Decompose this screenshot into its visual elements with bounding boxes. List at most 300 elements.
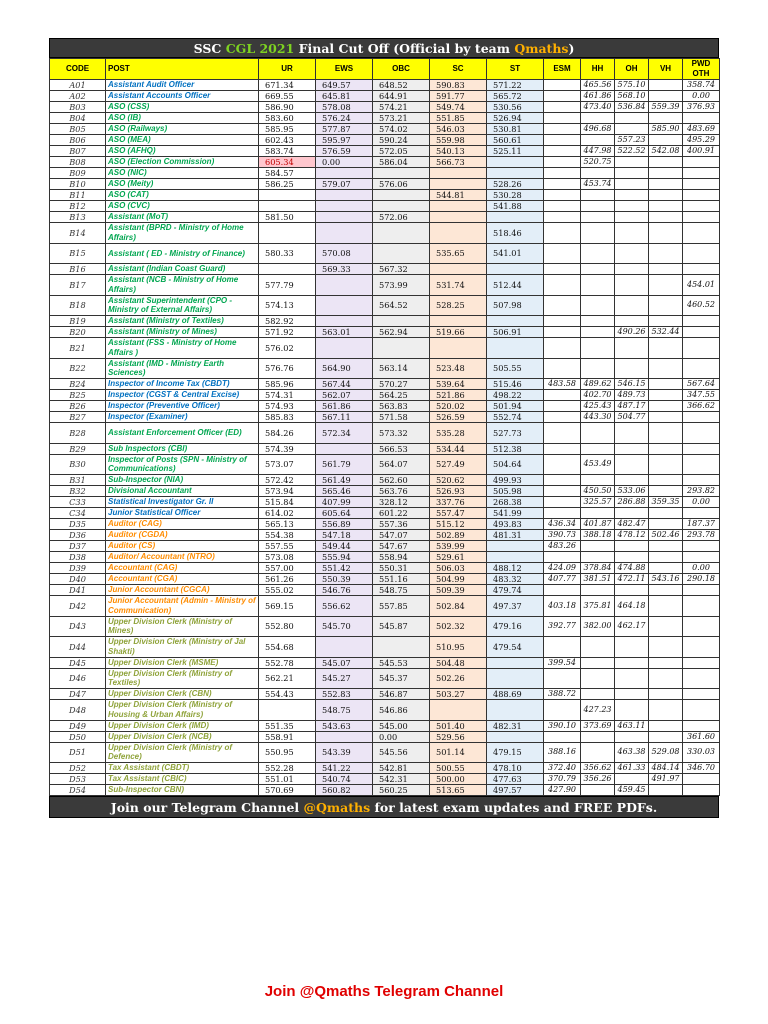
cell-vh: 543.16: [649, 574, 683, 585]
cell-vh: [649, 412, 683, 423]
footer-prefix: Join our Telegram Channel: [110, 800, 304, 815]
title-prefix: SSC: [193, 41, 226, 56]
title-cgl: CGL: [225, 41, 256, 56]
cell-hh: 443.30: [581, 412, 615, 423]
table-row: [50, 275, 720, 296]
cell-esm: [544, 552, 581, 563]
cell-st: [487, 212, 544, 223]
cell-obc: 573.99: [373, 275, 430, 296]
table-row: [50, 731, 720, 742]
cell-esm: [544, 585, 581, 596]
row-code: B04: [50, 113, 106, 124]
cell-sc: 502.84: [430, 596, 487, 617]
row-post: Tax Assistant (CBIC): [106, 774, 259, 785]
header-sc: SC: [430, 59, 487, 80]
cell-ews: [316, 637, 373, 658]
cell-vh: [649, 689, 683, 700]
cell-pwd-oth: 0.00: [683, 497, 720, 508]
cell-pwd-oth: 330.03: [683, 742, 720, 763]
cell-st: 515.46: [487, 379, 544, 390]
cell-esm: [544, 475, 581, 486]
cell-esm: 424.09: [544, 563, 581, 574]
cell-vh: [649, 552, 683, 563]
cell-pwd-oth: [683, 316, 720, 327]
cell-sc: 544.81: [430, 190, 487, 201]
row-post: Assistant ( ED - Ministry of Finance): [106, 243, 259, 264]
cell-ur: 552.80: [259, 616, 316, 637]
cell-sc: 546.03: [430, 124, 487, 135]
cell-ews: [316, 731, 373, 742]
table-row: [50, 508, 720, 519]
cell-sc: 549.74: [430, 102, 487, 113]
cell-oh: 478.12: [615, 530, 649, 541]
row-post: Sub-Inspector (NIA): [106, 475, 259, 486]
cell-st: 479.54: [487, 637, 544, 658]
cell-oh: [615, 295, 649, 316]
cell-st: 518.46: [487, 223, 544, 244]
table-row: [50, 742, 720, 763]
cell-hh: 453.49: [581, 454, 615, 475]
row-code: A01: [50, 80, 106, 91]
cell-ur: [259, 264, 316, 275]
cell-hh: [581, 243, 615, 264]
table-row: [50, 720, 720, 731]
table-row: [50, 223, 720, 244]
cell-st: 541.88: [487, 201, 544, 212]
cell-ur: 550.95: [259, 742, 316, 763]
cell-ews: 541.22: [316, 763, 373, 774]
cell-pwd-oth: 361.60: [683, 731, 720, 742]
cell-ews: 0.00: [316, 157, 373, 168]
page-title: [49, 38, 719, 58]
cell-ews: 543.39: [316, 742, 373, 763]
cell-pwd-oth: [683, 168, 720, 179]
cell-esm: [544, 668, 581, 689]
cell-vh: [649, 785, 683, 796]
table-row: [50, 358, 720, 379]
table-row: [50, 80, 720, 91]
cell-ur: 583.74: [259, 146, 316, 157]
cell-st: 497.37: [487, 596, 544, 617]
cell-hh: 520.75: [581, 157, 615, 168]
cell-ur: 576.76: [259, 358, 316, 379]
row-post: ASO (AFHQ): [106, 146, 259, 157]
cell-oh: 463.38: [615, 742, 649, 763]
cell-hh: [581, 785, 615, 796]
cell-obc: [373, 243, 430, 264]
table-row: [50, 113, 720, 124]
cell-sc: 501.14: [430, 742, 487, 763]
cell-esm: [544, 358, 581, 379]
cell-hh: [581, 135, 615, 146]
cell-hh: [581, 508, 615, 519]
cell-sc: [430, 179, 487, 190]
cell-obc: 648.52: [373, 80, 430, 91]
cell-ews: 551.42: [316, 563, 373, 574]
header-obc: OBC: [373, 59, 430, 80]
cell-vh: [649, 212, 683, 223]
cell-ews: 540.74: [316, 774, 373, 785]
row-code: B25: [50, 390, 106, 401]
cell-pwd-oth: [683, 113, 720, 124]
cell-st: 479.16: [487, 616, 544, 637]
cell-ews: 567.44: [316, 379, 373, 390]
cell-st: [487, 157, 544, 168]
cell-ews: [316, 190, 373, 201]
cell-hh: 373.69: [581, 720, 615, 731]
cell-esm: [544, 486, 581, 497]
cell-pwd-oth: 460.52: [683, 295, 720, 316]
cell-oh: [615, 338, 649, 359]
row-post: Upper Division Clerk (NCB): [106, 731, 259, 742]
cell-obc: 570.27: [373, 379, 430, 390]
cell-obc: 547.67: [373, 541, 430, 552]
cell-st: 505.55: [487, 358, 544, 379]
cell-obc: 572.06: [373, 212, 430, 223]
row-code: B09: [50, 168, 106, 179]
cell-vh: [649, 720, 683, 731]
cell-vh: [649, 168, 683, 179]
cell-st: 528.26: [487, 179, 544, 190]
cell-ews: 550.39: [316, 574, 373, 585]
cell-pwd-oth: 366.62: [683, 401, 720, 412]
cell-obc: 562.60: [373, 475, 430, 486]
cell-ur: [259, 223, 316, 244]
cell-ews: 552.83: [316, 689, 373, 700]
cell-oh: [615, 124, 649, 135]
cell-sc: 520.02: [430, 401, 487, 412]
cell-hh: 447.98: [581, 146, 615, 157]
cell-hh: [581, 275, 615, 296]
cell-ur: 577.79: [259, 275, 316, 296]
cell-sc: [430, 700, 487, 721]
cell-sc: 528.25: [430, 295, 487, 316]
cell-esm: [544, 135, 581, 146]
cell-hh: 450.50: [581, 486, 615, 497]
cell-ews: [316, 201, 373, 212]
cell-pwd-oth: 495.29: [683, 135, 720, 146]
cell-hh: [581, 475, 615, 486]
cell-st: 512.38: [487, 443, 544, 454]
cell-sc: 557.47: [430, 508, 487, 519]
cell-st: [487, 700, 544, 721]
cell-vh: [649, 80, 683, 91]
cell-oh: [615, 700, 649, 721]
cell-obc: 558.94: [373, 552, 430, 563]
cell-pwd-oth: [683, 689, 720, 700]
cell-oh: [615, 508, 649, 519]
cell-obc: 586.04: [373, 157, 430, 168]
cell-esm: [544, 443, 581, 454]
table-row: [50, 179, 720, 190]
cell-st: 541.99: [487, 508, 544, 519]
cell-ur: 552.78: [259, 657, 316, 668]
cell-pwd-oth: [683, 585, 720, 596]
cell-ur: 586.25: [259, 179, 316, 190]
cell-esm: [544, 264, 581, 275]
cell-esm: 436.34: [544, 519, 581, 530]
cell-vh: [649, 390, 683, 401]
cell-hh: [581, 742, 615, 763]
cell-pwd-oth: [683, 454, 720, 475]
table-row: [50, 201, 720, 212]
cell-ur: 584.57: [259, 168, 316, 179]
cell-obc: 542.31: [373, 774, 430, 785]
row-code: D45: [50, 657, 106, 668]
cell-sc: 501.40: [430, 720, 487, 731]
cell-ews: 543.63: [316, 720, 373, 731]
cell-vh: [649, 264, 683, 275]
cell-pwd-oth: [683, 201, 720, 212]
cell-oh: 482.47: [615, 519, 649, 530]
cell-st: 493.83: [487, 519, 544, 530]
cell-ur: 614.02: [259, 508, 316, 519]
table-row: [50, 668, 720, 689]
row-post: ASO (CSS): [106, 102, 259, 113]
cell-pwd-oth: 0.00: [683, 563, 720, 574]
cell-sc: [430, 201, 487, 212]
cell-pwd-oth: [683, 700, 720, 721]
table-row: [50, 295, 720, 316]
row-post: Assistant (FSS - Ministry of Home Affairs ): [106, 338, 259, 359]
cell-pwd-oth: 567.64: [683, 379, 720, 390]
cell-vh: [649, 657, 683, 668]
cell-ews: 595.97: [316, 135, 373, 146]
cell-oh: 546.15: [615, 379, 649, 390]
table-row: [50, 412, 720, 423]
cell-ews: [316, 295, 373, 316]
cell-vh: [649, 700, 683, 721]
cell-ur: 570.69: [259, 785, 316, 796]
cell-esm: 388.72: [544, 689, 581, 700]
cell-ews: [316, 168, 373, 179]
cell-oh: [615, 657, 649, 668]
cell-ur: 551.35: [259, 720, 316, 731]
cell-ews: 649.57: [316, 80, 373, 91]
table-row: [50, 585, 720, 596]
cell-vh: [649, 157, 683, 168]
cell-ur: 584.26: [259, 423, 316, 444]
cell-esm: [544, 243, 581, 264]
cell-hh: [581, 689, 615, 700]
cell-oh: [615, 585, 649, 596]
cell-oh: [615, 264, 649, 275]
cell-sc: 529.61: [430, 552, 487, 563]
row-post: Upper Division Clerk (Ministry of Jal Shakti): [106, 637, 259, 658]
row-code: B20: [50, 327, 106, 338]
cell-vh: [649, 179, 683, 190]
cell-oh: 474.88: [615, 563, 649, 574]
row-post: Assistant (IMD - Ministry Earth Sciences): [106, 358, 259, 379]
row-post: ASO (CAT): [106, 190, 259, 201]
cell-esm: 403.18: [544, 596, 581, 617]
cell-oh: [615, 243, 649, 264]
row-code: D38: [50, 552, 106, 563]
row-code: D39: [50, 563, 106, 574]
cell-oh: [615, 157, 649, 168]
cell-sc: 503.27: [430, 689, 487, 700]
cell-ur: 583.60: [259, 113, 316, 124]
cell-esm: [544, 168, 581, 179]
cutoff-table: [49, 58, 720, 796]
row-post: Upper Division Clerk (Ministry of Housing & Urban Affairs): [106, 700, 259, 721]
cell-pwd-oth: [683, 212, 720, 223]
cell-pwd-oth: [683, 785, 720, 796]
table-row: [50, 190, 720, 201]
row-post: Sub-Inspector CBN): [106, 785, 259, 796]
row-post: Divisional Accountant: [106, 486, 259, 497]
cell-obc: 550.31: [373, 563, 430, 574]
cell-ur: 573.08: [259, 552, 316, 563]
cell-oh: 489.73: [615, 390, 649, 401]
cell-pwd-oth: 358.74: [683, 80, 720, 91]
cell-oh: 487.17: [615, 401, 649, 412]
cell-hh: 461.86: [581, 91, 615, 102]
cell-ews: 561.49: [316, 475, 373, 486]
cell-st: 478.10: [487, 763, 544, 774]
cell-obc: 547.07: [373, 530, 430, 541]
cell-ews: 562.07: [316, 390, 373, 401]
cell-vh: [649, 423, 683, 444]
table-row: [50, 390, 720, 401]
cell-hh: [581, 168, 615, 179]
row-post: Auditor/ Accountant (NTRO): [106, 552, 259, 563]
cell-esm: [544, 454, 581, 475]
table-row: [50, 475, 720, 486]
footer-handle[interactable]: @Qmaths: [303, 800, 371, 815]
cell-obc: 545.87: [373, 616, 430, 637]
table-row: [50, 102, 720, 113]
table-row: [50, 212, 720, 223]
cell-st: 507.98: [487, 295, 544, 316]
cell-vh: [649, 358, 683, 379]
cell-vh: [649, 316, 683, 327]
cell-ur: 565.13: [259, 519, 316, 530]
row-post: Tax Assistant (CBDT): [106, 763, 259, 774]
cell-oh: [615, 113, 649, 124]
cell-ur: 574.39: [259, 443, 316, 454]
telegram-link[interactable]: Join @Qmaths Telegram Channel: [264, 983, 504, 1000]
cell-ews: 569.33: [316, 264, 373, 275]
cell-ur: 558.91: [259, 731, 316, 742]
table-row: [50, 763, 720, 774]
cell-vh: 585.90: [649, 124, 683, 135]
cell-obc: 546.87: [373, 689, 430, 700]
cell-st: 479.15: [487, 742, 544, 763]
title-brand: Qmaths: [514, 41, 569, 56]
cell-esm: [544, 412, 581, 423]
cell-pwd-oth: [683, 264, 720, 275]
cell-ews: 545.27: [316, 668, 373, 689]
table-row: [50, 616, 720, 637]
cell-hh: [581, 190, 615, 201]
row-code: B19: [50, 316, 106, 327]
cell-hh: [581, 552, 615, 563]
cell-sc: 540.13: [430, 146, 487, 157]
row-post: Junior Accountant (CGCA): [106, 585, 259, 596]
cell-vh: [649, 275, 683, 296]
cell-pwd-oth: [683, 358, 720, 379]
cell-hh: [581, 295, 615, 316]
cell-esm: [544, 295, 581, 316]
cell-oh: [615, 423, 649, 444]
cell-ews: [316, 223, 373, 244]
cell-ur: 585.96: [259, 379, 316, 390]
table-row: [50, 574, 720, 585]
cell-st: 504.64: [487, 454, 544, 475]
cell-obc: 644.91: [373, 91, 430, 102]
cell-pwd-oth: 454.01: [683, 275, 720, 296]
row-code: A02: [50, 91, 106, 102]
cell-esm: [544, 401, 581, 412]
cell-vh: 484.14: [649, 763, 683, 774]
cell-ews: 561.86: [316, 401, 373, 412]
cell-obc: 574.21: [373, 102, 430, 113]
cell-esm: [544, 327, 581, 338]
cell-hh: [581, 443, 615, 454]
cell-ews: [316, 443, 373, 454]
cell-st: 498.22: [487, 390, 544, 401]
cell-obc: 545.53: [373, 657, 430, 668]
cell-esm: [544, 423, 581, 444]
cell-hh: 378.84: [581, 563, 615, 574]
cell-st: 560.61: [487, 135, 544, 146]
cell-esm: [544, 201, 581, 212]
row-post: Upper Division Clerk (MSME): [106, 657, 259, 668]
cell-st: [487, 731, 544, 742]
cell-st: 506.91: [487, 327, 544, 338]
cell-ur: 561.26: [259, 574, 316, 585]
cell-ews: 547.18: [316, 530, 373, 541]
cell-obc: 601.22: [373, 508, 430, 519]
cell-hh: 489.62: [581, 379, 615, 390]
cell-ews: 577.87: [316, 124, 373, 135]
cell-hh: [581, 212, 615, 223]
cell-ur: 576.02: [259, 338, 316, 359]
cell-pwd-oth: 347.55: [683, 390, 720, 401]
cell-hh: [581, 585, 615, 596]
table-row: [50, 700, 720, 721]
cell-st: 527.73: [487, 423, 544, 444]
cell-sc: [430, 168, 487, 179]
cell-pwd-oth: 187.37: [683, 519, 720, 530]
table-row: [50, 596, 720, 617]
cell-pwd-oth: [683, 475, 720, 486]
cell-vh: [649, 596, 683, 617]
row-post: Assistant (MoT): [106, 212, 259, 223]
cell-pwd-oth: 376.93: [683, 102, 720, 113]
cell-ews: 545.07: [316, 657, 373, 668]
row-post: Upper Division Clerk (Ministry of Textiles): [106, 668, 259, 689]
row-code: B28: [50, 423, 106, 444]
header-post: POST: [106, 59, 259, 80]
cell-sc: 337.76: [430, 497, 487, 508]
table-row: [50, 423, 720, 444]
table-row: [50, 264, 720, 275]
cell-st: 525.11: [487, 146, 544, 157]
cell-oh: 568.10: [615, 91, 649, 102]
table-row: [50, 497, 720, 508]
row-post: ASO (IB): [106, 113, 259, 124]
header-row: [50, 59, 720, 80]
cell-st: 571.22: [487, 80, 544, 91]
cell-ews: 579.07: [316, 179, 373, 190]
cell-pwd-oth: [683, 223, 720, 244]
cell-st: 526.94: [487, 113, 544, 124]
cell-ews: 556.89: [316, 519, 373, 530]
cell-sc: 520.62: [430, 475, 487, 486]
cell-oh: 472.11: [615, 574, 649, 585]
